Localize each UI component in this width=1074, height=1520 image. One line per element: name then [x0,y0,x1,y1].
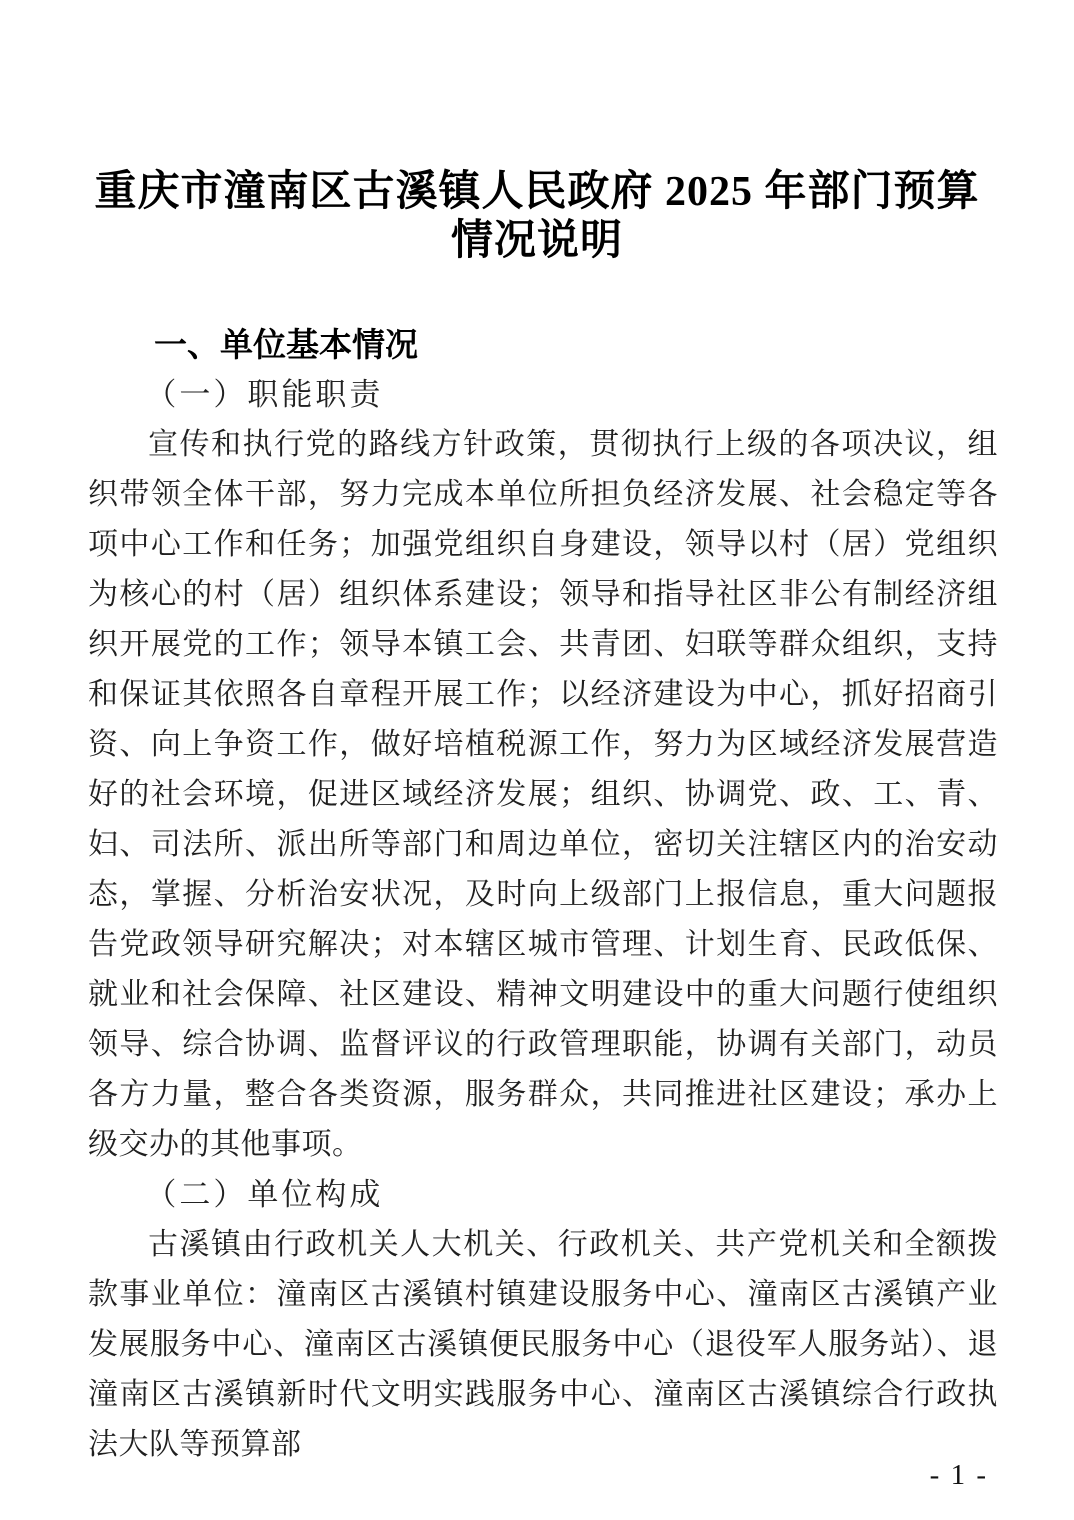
document-body [0,320,1074,1470]
document-title-line-2: 情况说明 [450,218,623,264]
paragraph-unit-composition: 古溪镇由行政机关人大机关、行政机关、共产党机关和全额拨款事业单位：潼南区古溪镇村镇建设服务中心、潼南区古溪镇产业发展服务中心、潼南区古溪镇便民服务中心（退役军人服务站）、退潼南区古溪镇新时代文明实践服务中心、潼南区古溪镇综合行政执法大队等预算部 [88,1228,998,1461]
document-title-line-1: 重庆市潼南区古溪镇人民政府 2025 年部门预算 [94,169,980,215]
section-heading-basic-situation: 一、单位基本情况 [154,326,418,363]
subsection-heading-unit-composition: （二）单位构成 [145,1177,384,1212]
document-title [0,0,1074,266]
paragraph-duties: 宣传和执行党的路线方针政策，贯彻执行上级的各项决议，组织带领全体干部，努力完成本单位所担负经济发展、社会稳定等各项中心工作和任务；加强党组织自身建设，领导以村（居）党组织为核心的村（居）组织体系建设；领导和指导社区非公有制经济组织开展党的工作；领导本镇工会、共青团、妇联等群众组织，支持和保证其依照各自章程开展工作；以经济建设为中心，抓好招商引资、向上争资工作，做好培植税源工作，努力为区域经济发展营造好的社会环境，促进区域经济发展；组织、协调党、政、工、青、妇、司法所、派出所等部门和周边单位，密切关注辖区内的治安动态，掌握、分析治安状况，及时向上级部门上报信息，重大问题报告党政领导研究解决；对本辖区城市管理、计划生育、民政低保、就业和社会保障、社区建设、精神文明建设中的重大问题行使组织领导、综合协调、监督评议的行政管理职能，协调有关部门，动员各方力量，整合各类资源，服务群众，共同推进社区建设；承办上级交办的其他事项。 [88,428,998,1161]
page-number: - 1 - [929,1459,988,1491]
subsection-heading-duties: （一）职能职责 [145,377,384,412]
